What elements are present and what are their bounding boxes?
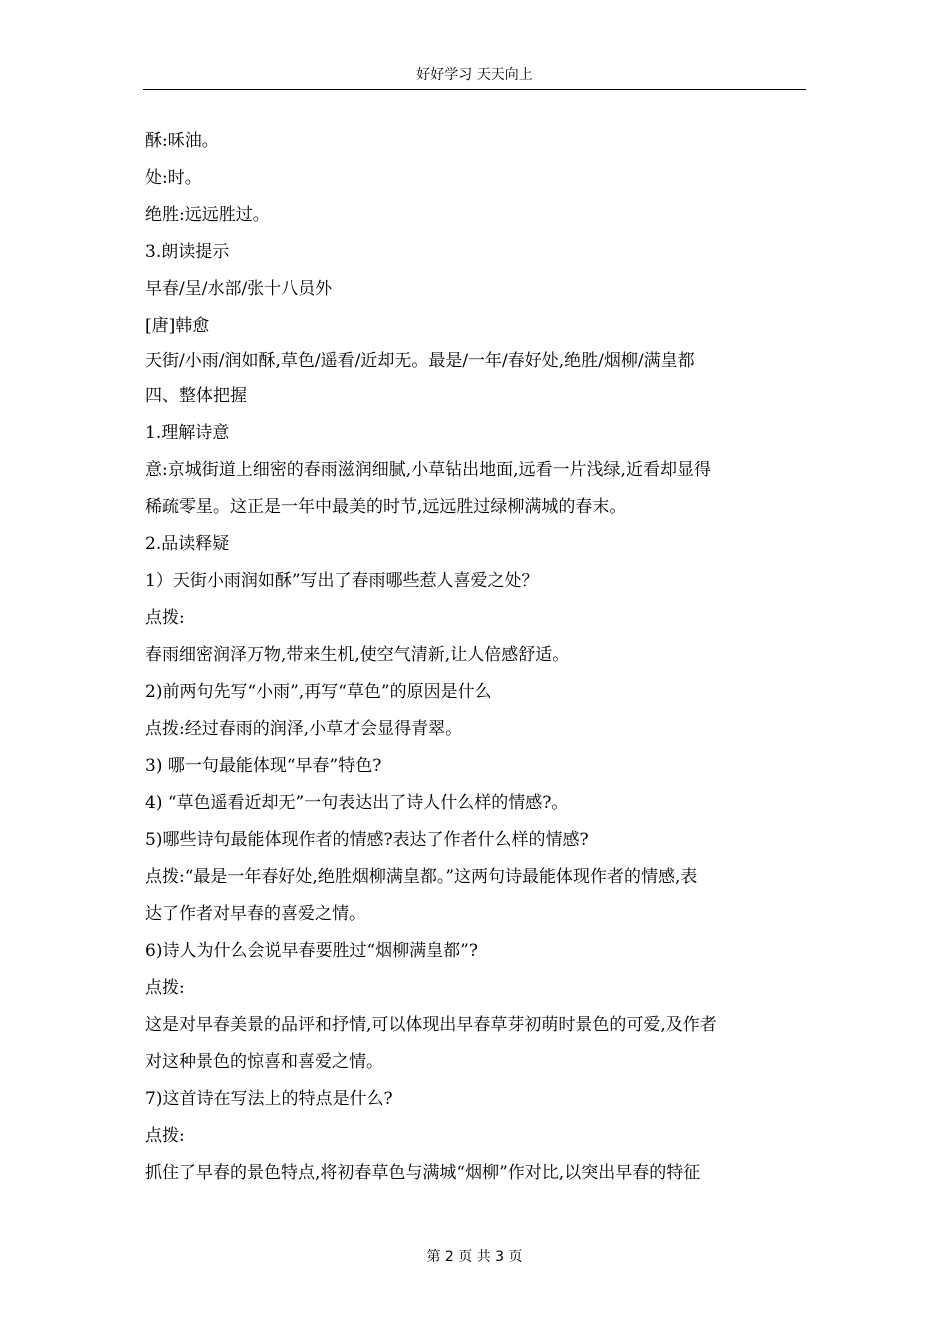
hint-label: 点拨:: [145, 1126, 185, 1146]
hint-label: 点拨:: [145, 608, 185, 628]
text-line: 意:京城街道上细密的春雨滋润细腻,小草钻出地面,远看一片浅绿,近看却显得: [145, 460, 711, 480]
question-line: 2)前两句先写“小雨”,再写“草色”的原因是什么: [145, 682, 492, 702]
subsection-heading: 2.品读释疑: [145, 534, 230, 554]
poem-title-line: 早春/呈/水部/张十八员外: [145, 279, 333, 299]
answer-line: 点拨:“最是一年春好处,绝胜烟柳满皇都。”这两句诗最能体现作者的情感,表: [145, 867, 698, 887]
subsection-heading: 1.理解诗意: [145, 423, 230, 443]
answer-line: 对这种景色的惊喜和喜爱之情。: [145, 1052, 383, 1072]
question-line: 6)诗人为什么会说早春要胜过“烟柳满皇都”?: [145, 941, 478, 961]
text-line: 稀疏零星。这正是一年中最美的时节,远远胜过绿柳满城的春末。: [145, 497, 627, 517]
section-heading: 四、整体把握: [145, 386, 247, 406]
text-line: 处:时。: [145, 168, 202, 188]
answer-line: 抓住了早春的景色特点,将初春草色与满城“烟柳”作对比,以突出早春的特征: [145, 1163, 701, 1183]
answer-line: 点拨:经过春雨的润泽,小草才会显得青翠。: [145, 719, 463, 739]
answer-line: 达了作者对早春的喜爱之情。: [145, 904, 366, 924]
answer-line: 春雨细密润泽万物,带来生机,使空气清新,让人倍感舒适。: [145, 645, 570, 665]
question-line: 7)这首诗在写法上的特点是什么?: [145, 1089, 393, 1109]
hint-label: 点拨:: [145, 978, 185, 998]
question-line: 4) “草色遥看近却无”一句表达出了诗人什么样的情感?。: [145, 793, 569, 813]
answer-line: 这是对早春美景的品评和抒情,可以体现出早春草芽初萌时景色的可爱,及作者: [145, 1015, 717, 1035]
header-divider: [143, 89, 806, 90]
poem-text-line: 天街/小雨/润如酥,草色/遥看/近却无。最是/一年/春好处,绝胜/烟柳/满皇都: [145, 351, 695, 371]
question-line: 5)哪些诗句最能体现作者的情感?表达了作者什么样的情感?: [145, 830, 589, 850]
question-line: 3) 哪一句最能体现“早春”特色?: [145, 756, 382, 776]
question-line: 1）天街小雨润如酥”写出了春雨哪些惹人喜爱之处？: [145, 571, 539, 591]
page-footer: 第 2 页 共 3 页: [426, 1249, 523, 1265]
section-heading: 3.朗读提示: [145, 242, 230, 262]
document-body: [145, 123, 810, 1192]
poem-author-line: [唐]韩愈: [145, 316, 210, 336]
text-line: 酥:咊油。: [145, 131, 219, 151]
text-line: 绝胜:远远胜过。: [145, 205, 270, 225]
page-header: 好好学习 天天向上: [416, 67, 533, 83]
